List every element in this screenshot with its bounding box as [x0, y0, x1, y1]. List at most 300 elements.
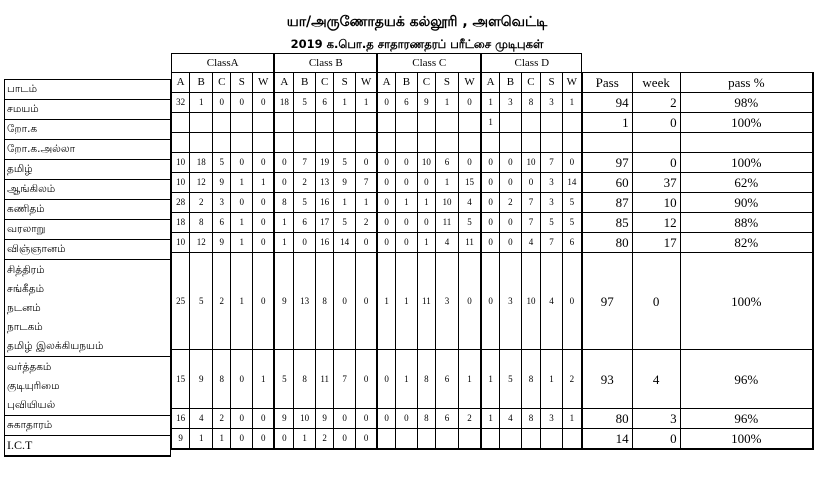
- grade-count: 3: [500, 93, 522, 113]
- grade-count: 15: [458, 173, 481, 193]
- grade-count: 0: [253, 93, 275, 113]
- grade-count: 8: [316, 253, 334, 350]
- subject-cell: [5, 240, 171, 260]
- week-count: 2: [632, 93, 680, 113]
- grade-count: 17: [316, 213, 334, 233]
- grade-count: 3: [541, 409, 563, 429]
- grade-count: [481, 133, 499, 153]
- subject-cell: [5, 416, 171, 436]
- grade-count: 8: [294, 350, 316, 409]
- grade-count: [356, 133, 378, 153]
- grade-count: 14: [562, 173, 581, 193]
- grade-count: [274, 133, 293, 153]
- table-row: [172, 253, 814, 350]
- grade-count: 3: [541, 193, 563, 213]
- grade-count: 8: [274, 193, 293, 213]
- subject-cell: [5, 357, 171, 416]
- grade-count: 10: [521, 153, 540, 173]
- table-row: [172, 213, 814, 233]
- grade-count: 0: [213, 93, 231, 113]
- grade-count: 12: [190, 173, 213, 193]
- pass-percent: [680, 133, 813, 153]
- grade-count: 1: [294, 429, 316, 450]
- subject-name: நாடகம்: [7, 320, 43, 333]
- grade-count: 0: [417, 173, 435, 193]
- grade-count: 2: [190, 193, 213, 213]
- grade-count: [356, 113, 378, 133]
- subject-name: வரலாறு: [7, 223, 46, 235]
- grade-count: 32: [172, 93, 190, 113]
- subject-name: ஆங்கிலம்: [7, 183, 56, 195]
- grade-count: [253, 113, 275, 133]
- grade-count: 18: [274, 93, 293, 113]
- grade-count: [274, 113, 293, 133]
- grade-header: C: [316, 73, 334, 93]
- grade-header: W: [253, 73, 275, 93]
- grade-count: [417, 133, 435, 153]
- grade-count: 28: [172, 193, 190, 213]
- grade-count: 1: [274, 213, 293, 233]
- grade-count: [562, 429, 581, 450]
- grade-count: 1: [231, 213, 253, 233]
- grade-count: 0: [253, 213, 275, 233]
- subject-cell: [5, 140, 171, 160]
- grade-count: 1: [213, 429, 231, 450]
- subject-name: தமிழ்: [7, 163, 33, 175]
- grade-count: 0: [500, 153, 522, 173]
- grade-count: 1: [190, 93, 213, 113]
- grade-count: 2: [213, 253, 231, 350]
- grade-count: 3: [500, 253, 522, 350]
- grade-count: 7: [521, 193, 540, 213]
- grade-count: 0: [458, 93, 481, 113]
- grade-count: [316, 133, 334, 153]
- grade-count: [436, 429, 459, 450]
- grade-count: 2: [562, 350, 581, 409]
- grade-count: 1: [274, 233, 293, 253]
- grade-count: 0: [231, 350, 253, 409]
- grade-count: 1: [231, 253, 253, 350]
- grade-header: A: [274, 73, 293, 93]
- grade-count: 2: [458, 409, 481, 429]
- grade-count: 0: [253, 253, 275, 350]
- grade-count: 4: [500, 409, 522, 429]
- grade-count: 25: [172, 253, 190, 350]
- grade-count: 6: [436, 409, 459, 429]
- pass-count: 60: [582, 173, 632, 193]
- pass-percent: 100%: [680, 113, 813, 133]
- pass-count: [582, 133, 632, 153]
- header-spacer: [582, 54, 813, 73]
- grade-count: 3: [541, 173, 563, 193]
- grade-header: W: [562, 73, 581, 93]
- week-header: week: [632, 73, 680, 93]
- pass-percent: 96%: [680, 409, 813, 429]
- grade-count: 9: [213, 233, 231, 253]
- grade-count: 6: [294, 213, 316, 233]
- table-row: [172, 113, 814, 133]
- grade-count: 5: [541, 213, 563, 233]
- grade-count: 1: [481, 93, 499, 113]
- subject-name: சுகாதாரம்: [7, 419, 53, 431]
- grade-count: 1: [436, 93, 459, 113]
- subject-cell: [5, 436, 171, 457]
- grade-count: [316, 113, 334, 133]
- subject-cell: [5, 220, 171, 240]
- grade-count: [500, 429, 522, 450]
- grade-count: 2: [213, 409, 231, 429]
- grade-count: 13: [316, 173, 334, 193]
- grade-count: [231, 133, 253, 153]
- grade-count: 0: [396, 153, 418, 173]
- week-count: 0: [632, 253, 680, 350]
- grade-count: 3: [213, 193, 231, 213]
- table-row: [172, 153, 814, 173]
- grade-count: 1: [231, 173, 253, 193]
- table-row: [172, 350, 814, 409]
- grade-count: [294, 113, 316, 133]
- grade-count: 0: [481, 253, 499, 350]
- grade-count: 7: [521, 213, 540, 233]
- grade-count: 0: [356, 350, 378, 409]
- grade-count: 16: [316, 233, 334, 253]
- grade-count: 0: [377, 213, 395, 233]
- grade-count: 0: [334, 253, 356, 350]
- subject-name: றோ.க.அல்லா: [7, 143, 76, 155]
- grade-count: 10: [294, 409, 316, 429]
- grade-count: 4: [521, 233, 540, 253]
- subject-name: புவியியல்: [7, 398, 56, 411]
- table-row: [172, 93, 814, 113]
- grade-count: 0: [356, 233, 378, 253]
- grade-count: 10: [172, 173, 190, 193]
- grade-count: 1: [481, 113, 499, 133]
- pass-pct-header: pass %: [680, 73, 813, 93]
- week-count: 0: [632, 429, 680, 450]
- pass-percent: 88%: [680, 213, 813, 233]
- subject-cell: [5, 120, 171, 140]
- grade-count: [541, 113, 563, 133]
- grade-count: [541, 133, 563, 153]
- grade-count: [436, 133, 459, 153]
- grade-count: 5: [334, 153, 356, 173]
- grade-count: 4: [541, 253, 563, 350]
- grade-count: 1: [481, 409, 499, 429]
- subject-name: I.C.T: [7, 438, 33, 452]
- grade-count: 1: [417, 193, 435, 213]
- grade-count: 1: [562, 93, 581, 113]
- grade-count: 14: [334, 233, 356, 253]
- grade-count: 0: [481, 193, 499, 213]
- grade-count: [253, 133, 275, 153]
- grade-header: S: [334, 73, 356, 93]
- grade-count: [562, 113, 581, 133]
- table-row: [172, 193, 814, 213]
- grade-count: [334, 133, 356, 153]
- grade-count: 0: [356, 253, 378, 350]
- grade-count: 16: [172, 409, 190, 429]
- grade-count: 9: [274, 253, 293, 350]
- grade-count: 1: [396, 350, 418, 409]
- grade-count: 10: [172, 233, 190, 253]
- subject-name: றோ.க: [7, 123, 38, 135]
- grade-count: [190, 133, 213, 153]
- grade-count: 1: [334, 193, 356, 213]
- pass-count: 97: [582, 253, 632, 350]
- grade-count: 9: [334, 173, 356, 193]
- grade-count: 2: [294, 173, 316, 193]
- subject-cell: [5, 100, 171, 120]
- grade-count: 0: [521, 173, 540, 193]
- grade-header: W: [458, 73, 481, 93]
- grade-count: 3: [436, 253, 459, 350]
- grade-count: 8: [521, 409, 540, 429]
- grade-count: 0: [334, 429, 356, 450]
- week-count: 3: [632, 409, 680, 429]
- grade-count: 0: [481, 153, 499, 173]
- class-header: Class B: [274, 54, 377, 73]
- grade-count: 13: [294, 253, 316, 350]
- grade-count: [562, 133, 581, 153]
- grade-count: 8: [521, 93, 540, 113]
- grade-count: 18: [172, 213, 190, 233]
- pass-count: 94: [582, 93, 632, 113]
- grade-count: 0: [481, 213, 499, 233]
- grade-count: 0: [500, 173, 522, 193]
- grade-header: A: [377, 73, 395, 93]
- grade-count: [213, 113, 231, 133]
- grade-count: [172, 113, 190, 133]
- grade-count: 1: [481, 350, 499, 409]
- pass-count: 1: [582, 113, 632, 133]
- subject-column: [4, 79, 171, 457]
- pass-count: 85: [582, 213, 632, 233]
- pass-percent: 90%: [680, 193, 813, 213]
- grade-count: 5: [213, 153, 231, 173]
- subject-cell: [5, 160, 171, 180]
- grade-count: 4: [436, 233, 459, 253]
- subject-name: சமயம்: [7, 103, 39, 115]
- grade-count: [377, 113, 395, 133]
- subject-header: பாடம்: [5, 80, 171, 100]
- grade-count: 1: [562, 409, 581, 429]
- grade-count: 7: [541, 233, 563, 253]
- grade-count: 0: [356, 429, 378, 450]
- week-count: 17: [632, 233, 680, 253]
- grade-count: 0: [253, 153, 275, 173]
- grade-count: 2: [356, 213, 378, 233]
- grade-count: 0: [377, 153, 395, 173]
- grade-count: 0: [500, 213, 522, 233]
- grade-count: 0: [253, 409, 275, 429]
- grade-count: [541, 429, 563, 450]
- grade-count: 1: [190, 429, 213, 450]
- grade-count: 12: [190, 233, 213, 253]
- grade-count: 11: [316, 350, 334, 409]
- grade-count: 0: [334, 409, 356, 429]
- grade-count: [436, 113, 459, 133]
- grade-count: 0: [396, 409, 418, 429]
- grade-count: 10: [417, 153, 435, 173]
- subject-cell: [5, 200, 171, 220]
- grade-count: 9: [172, 429, 190, 450]
- pass-percent: 96%: [680, 350, 813, 409]
- grade-header: W: [356, 73, 378, 93]
- grade-count: 1: [231, 233, 253, 253]
- grade-count: [481, 429, 499, 450]
- grade-count: 8: [417, 350, 435, 409]
- pass-percent: 100%: [680, 253, 813, 350]
- subject-name: விஞ்ஞானம்: [7, 243, 66, 255]
- grade-count: 6: [562, 233, 581, 253]
- grade-header: A: [172, 73, 190, 93]
- grade-count: [213, 133, 231, 153]
- grade-count: 7: [541, 153, 563, 173]
- grade-count: 0: [356, 409, 378, 429]
- table-row: [172, 173, 814, 193]
- grade-count: 6: [436, 350, 459, 409]
- grade-count: 9: [274, 409, 293, 429]
- grade-count: 1: [377, 253, 395, 350]
- grade-count: 19: [316, 153, 334, 173]
- grade-count: 8: [213, 350, 231, 409]
- table-row: [172, 133, 814, 153]
- grade-count: 2: [316, 429, 334, 450]
- week-count: [632, 133, 680, 153]
- grade-count: 0: [377, 193, 395, 213]
- grade-header: B: [500, 73, 522, 93]
- grade-count: 0: [253, 233, 275, 253]
- grade-count: [458, 429, 481, 450]
- subject-name: வர்த்தகம்: [7, 360, 52, 373]
- table-row: [172, 409, 814, 429]
- pass-count: 93: [582, 350, 632, 409]
- grade-count: 0: [396, 213, 418, 233]
- results-table: [171, 53, 814, 450]
- grade-count: 0: [417, 213, 435, 233]
- grade-count: [521, 133, 540, 153]
- grade-count: 0: [562, 153, 581, 173]
- grade-count: 10: [521, 253, 540, 350]
- grade-header: A: [481, 73, 499, 93]
- grade-count: 0: [231, 93, 253, 113]
- grade-count: 6: [396, 93, 418, 113]
- grade-header: S: [541, 73, 563, 93]
- week-count: 37: [632, 173, 680, 193]
- grade-count: 0: [377, 350, 395, 409]
- grade-count: 9: [213, 173, 231, 193]
- grade-count: [521, 429, 540, 450]
- grade-count: 5: [458, 213, 481, 233]
- grade-count: 11: [458, 233, 481, 253]
- pass-count: 14: [582, 429, 632, 450]
- subject-name: நடனம்: [7, 301, 41, 314]
- grade-count: [417, 113, 435, 133]
- grade-count: 9: [316, 409, 334, 429]
- grade-count: 0: [274, 429, 293, 450]
- grade-count: 1: [396, 253, 418, 350]
- grade-count: [458, 133, 481, 153]
- grade-count: 5: [334, 213, 356, 233]
- grade-count: 0: [500, 233, 522, 253]
- grade-count: [396, 133, 418, 153]
- grade-count: 16: [316, 193, 334, 213]
- grade-count: 9: [417, 93, 435, 113]
- grade-count: 5: [294, 93, 316, 113]
- subject-cell: [5, 260, 171, 357]
- grade-count: 0: [458, 153, 481, 173]
- grade-count: 11: [417, 253, 435, 350]
- grade-count: 1: [458, 350, 481, 409]
- grade-count: 0: [377, 173, 395, 193]
- grade-count: [521, 113, 540, 133]
- class-header: Class C: [377, 54, 481, 73]
- grade-count: 10: [172, 153, 190, 173]
- grade-count: [231, 113, 253, 133]
- grade-count: [458, 113, 481, 133]
- pass-count: 97: [582, 153, 632, 173]
- grade-count: 0: [481, 233, 499, 253]
- grade-count: 0: [562, 253, 581, 350]
- subject-name: கணிதம்: [7, 203, 45, 215]
- pass-count: 80: [582, 409, 632, 429]
- subject-name: சங்கீதம்: [7, 282, 45, 295]
- grade-count: [190, 113, 213, 133]
- school-title: யா/அருணோதயக் கல்லூரி , அளவெட்டி: [286, 14, 548, 30]
- week-count: 12: [632, 213, 680, 233]
- grade-count: 1: [436, 173, 459, 193]
- grade-count: 0: [377, 93, 395, 113]
- grade-count: [500, 113, 522, 133]
- grade-count: 15: [172, 350, 190, 409]
- subject-name: தமிழ் இலக்கியநயம்: [7, 339, 104, 352]
- results-subtitle: 2019 க.பொ.த சாதாரணதரப் பரீட்சை முடிபுகள்: [290, 37, 544, 51]
- grade-count: [417, 429, 435, 450]
- grade-header: B: [396, 73, 418, 93]
- grade-count: [334, 113, 356, 133]
- grade-count: 0: [481, 173, 499, 193]
- grade-count: 7: [334, 350, 356, 409]
- grade-count: 1: [356, 93, 378, 113]
- grade-count: 8: [417, 409, 435, 429]
- grade-count: 6: [213, 213, 231, 233]
- table-row: [172, 233, 814, 253]
- grade-count: [377, 133, 395, 153]
- subject-name: சித்திரம்: [7, 263, 45, 276]
- grade-count: 8: [190, 213, 213, 233]
- grade-count: [294, 133, 316, 153]
- grade-count: 4: [190, 409, 213, 429]
- grade-header: C: [417, 73, 435, 93]
- grade-count: 0: [231, 153, 253, 173]
- grade-count: 0: [396, 173, 418, 193]
- grade-count: 6: [316, 93, 334, 113]
- grade-header: C: [521, 73, 540, 93]
- pass-percent: 98%: [680, 93, 813, 113]
- grade-count: 3: [541, 93, 563, 113]
- table-row: [172, 429, 814, 450]
- grade-count: [500, 133, 522, 153]
- grade-count: 2: [500, 193, 522, 213]
- grade-count: 1: [541, 350, 563, 409]
- class-header: Class D: [481, 54, 582, 73]
- subject-name: குடியுரிமை: [7, 379, 60, 392]
- grade-count: 5: [562, 213, 581, 233]
- pass-count: 80: [582, 233, 632, 253]
- grade-count: 0: [231, 409, 253, 429]
- grade-count: 7: [356, 173, 378, 193]
- grade-count: 0: [396, 233, 418, 253]
